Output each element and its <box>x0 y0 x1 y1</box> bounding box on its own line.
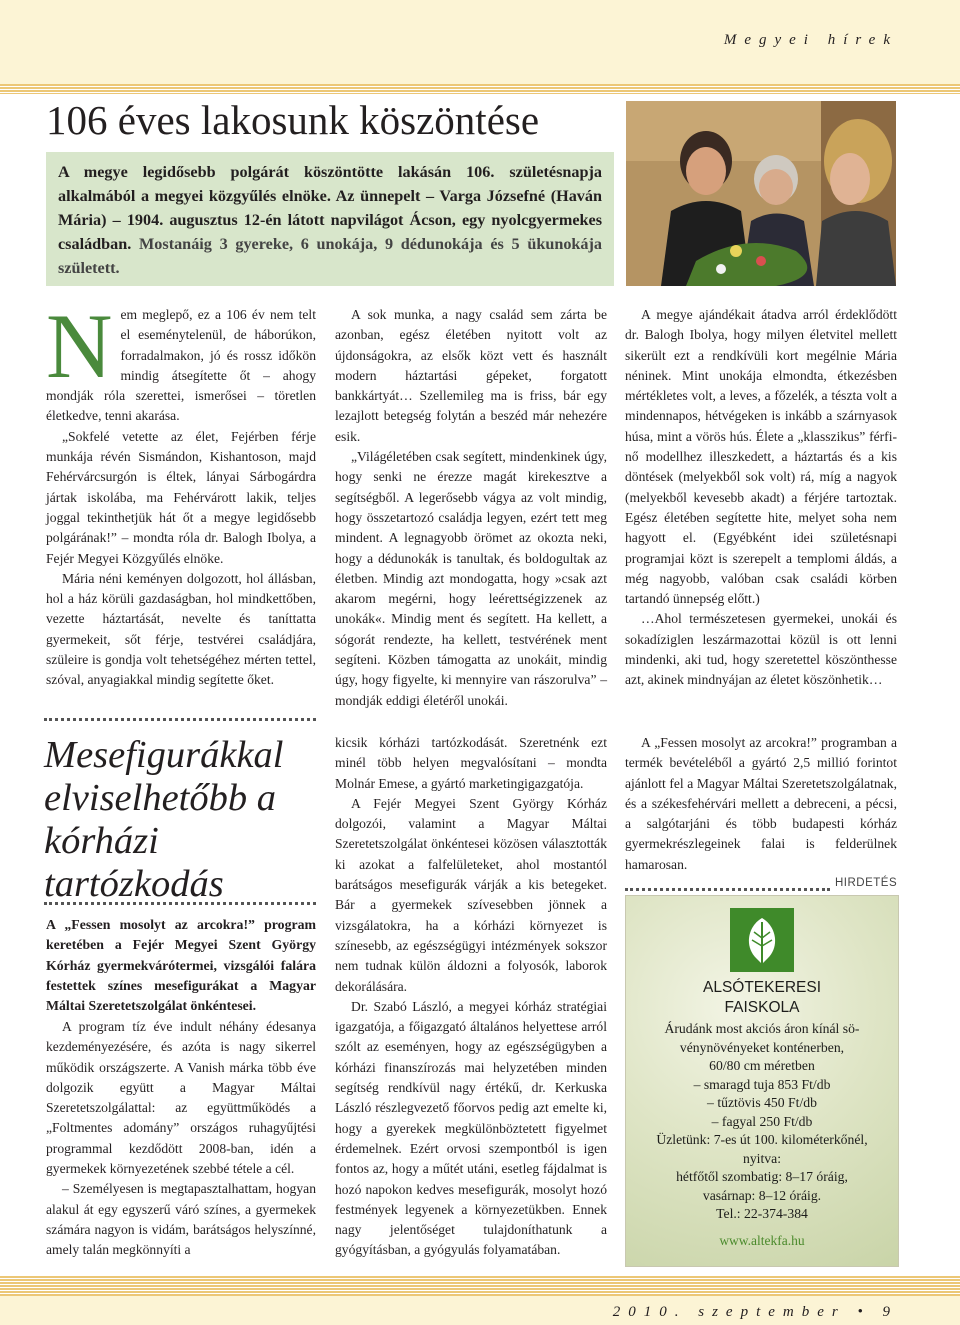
lead-text: A megye legidősebb polgárát köszöntötte lakásán 106. születésnapja alkalmából a megyei közgyűlés elnöke. Az ünnepelt – Varga Józsefné (Haván Mária) – 1904. augusztus 12-én látott napvilágot Ácson, egy nyolcgyermekes családban. <box>58 163 602 253</box>
article1-column-2 <box>335 305 607 711</box>
article-title: 106 éves lakosunk köszöntése <box>46 97 540 143</box>
paragraph: „Sokfelé vetette az élet, Fejérben férje munkája révén Sismándon, Kishantoson, majd Fehérvárcsurgón is éltek, lányai Sárbogárdra jártak iskolába, ma Fehérvárott lakik, teljes joggal tekinthetjük hát őt a megye legidősebb polgárának!” – mondta róla dr. Balogh Ibolya, a Fejér Megyei Közgyűlés elnöke. <box>46 428 316 566</box>
leaf-logo-icon <box>730 908 794 972</box>
paragraph: – Személyesen is megtapasztalhattam, hogyan alakul át egy egyszerű váró színes, a gyermekek számára nagyon is vidám, barátságos helyszínné, amely talán megkönnyíti a <box>46 1181 316 1258</box>
dotted-divider <box>44 718 316 725</box>
article2-title: Mesefigurákkal elviselhetőbb a kórházi tartózkodás <box>44 734 284 905</box>
advertisement <box>625 895 899 1267</box>
dotted-divider <box>44 902 316 909</box>
paragraph: A Fejér Megyei Szent György Kórház dolgozói, valamint a Magyar Máltai Szeretetszolgálat önkéntesei közösen választották ki azokat a falfelületeket, ahol mostantól barátságos mesefigurák várják a kis betegeket. Bár a gyermekek szívesebben jönnek a vizsgálatokra, ha a kórházi környezet is színesebb, az egészségügyi intézmények sokszor nem tudnak külön áldozni a folyosók, laborok dekorálására. <box>335 795 607 994</box>
ad-line: Üzletünk: 7-es út 100. kilométerkőnél, <box>656 1132 868 1147</box>
paragraph: Mária néni keményen dolgozott, hol állásban, hol a ház körüli gazdaságban, hol mindkettőben, vezette háztartását, nevelte és taníttatta gyermekeit, sőt férje, testvérei családjára, szüleire is gondja volt tehetségéhez mérten tettel, szóval, anyagiakkal mindig segítette őket. <box>46 570 316 688</box>
footer-stripes <box>0 1276 960 1296</box>
ad-line: nyitva: <box>742 1150 781 1166</box>
ad-title <box>626 978 898 1018</box>
issue-date: 2010. szeptember <box>612 1304 846 1320</box>
article1-column-3 <box>625 305 897 691</box>
ad-line: – fagyal 250 Ft/db <box>711 1113 813 1129</box>
paragraph: Dr. Szabó László, a megyei kórház stratégiai igazgatója, a főigazgató általános helyettese arról szólt az eseményen, hogy az egészségügyben a kórházi finanszírozás mai helyzetében minden segítség rendkívül nagy értékű, dr. Kerkuska László részlegvezető főorvos pedig azt emelte ki, hogy a gyerekek megkülönböztetett figyelmet érdemelnek. Ezért orvosi szempontból is igen fontos az, hogy a műtét utáni, esetleg fájdalmat is hozó napokon kedves mesefigurák, mosolyt hozó festmények legyenek a környezetükben. Ennek nagy jelentőséget tulajdoníthatunk a gyógyításban, a gyógyulás folyamatában. <box>335 998 607 1258</box>
article2-lead: A „Fessen mosolyt az arcokra!” program keretében a Fejér Megyei Szent György Kórház gyermekvárótermei, vizsgálói falára festettek színes mesefigurákat a Magyar Máltai Szeretetszolgálat önkéntesei. <box>46 917 316 1014</box>
paragraph: A sok munka, a nagy család sem zárta be azonban, egész életében nyitott volt az újdonságokra, az elsők közt vett és használt modern háztartási gépeket, forgatott bankkártyát… Szellemileg ma is friss, bár egy lezajlott betegség folytán a beszéd már nehezére esik. <box>335 307 607 444</box>
ad-line: vasárnap: 8–12 óráig. <box>702 1187 822 1203</box>
dotted-divider <box>625 888 830 895</box>
paragraph <box>46 295 316 427</box>
header-stripes <box>0 84 960 94</box>
ad-line: – smaragd tuja 853 Ft/db <box>693 1076 831 1092</box>
paragraph-text: em meglepő, ez a 106 év nem telt el eseménytelenül, de háborúkon, forradalmakon, jó és rossz időkön mindig átsegítette őt – ahogy mondják róla szerettei, ismerősei – töretlen életkedve, tenni akarása. <box>46 307 316 424</box>
ad-title-line: FAISKOLA <box>724 999 800 1016</box>
lead-text-2: Mostanáig 3 gyereke, 6 unokája, 9 dédunokája és 5 ükunokája született. <box>58 235 603 277</box>
paragraph: A program tíz éve indult néhány édesanya kezdeményezésére, és azóta is nagy sikerrel működik országszerte. A Vanish márka több éve dolgozik együtt a Magyar Máltai Szeretetszolgálattal: az együttműködés a „Foltmentes adomány” országos ruhagyűjtési programmal kezdődött 2008-ban, idén a gyermekek környezetének szebbé tétele a cél. <box>46 1019 316 1177</box>
drop-cap: N <box>46 295 113 397</box>
ad-text <box>626 1020 898 1224</box>
advert-label: HIRDETÉS <box>835 877 898 889</box>
article1-column-1 <box>46 295 316 691</box>
page-number: 9 <box>882 1304 898 1320</box>
ad-line: – tűztövis 450 Ft/db <box>707 1095 817 1110</box>
ad-line: 60/80 cm méretben <box>709 1058 815 1073</box>
ad-website-link[interactable]: www.altekfa.hu <box>719 1233 805 1248</box>
footer-page-info: 2010. szeptember • 9 <box>612 1304 898 1320</box>
paragraph: „Világéletében csak segített, mindenkinek úgy, hogy senki ne érezze magát kirekesztve a segítségből. A legerősebb vágya az volt mindig, hogy összetartozó családja legyen, ezért tett meg mindent. A legnagyobb örömet az okozta neki, hogy a dédunokák is tanultak, és boldogultak az életben. Mindig azt mondogatta, hogy »csak azt akarom megérni, hogy leérettségizzenek az unokák«. Mindig ment és segített. Ha kellett, a sógorát rendezte, ha kellett, testvérének ment segíteni. Közben támogatta az unokáit, mindig úgy, hogy figyelte, ki mennyire van rászorulva” – mondják eddigi életéről unokái. <box>335 449 607 708</box>
paragraph: …Ahol természetesen gyermekei, unokái és sokadíziglen leszármazottai közül is ott lenni mindenki, aki tud, hogy szeretettel köszönthesse azt, akinek mindnyájan az életet köszönhetik… <box>625 611 897 688</box>
article-photo <box>626 101 896 286</box>
article2-column-3 <box>625 733 897 875</box>
ad-line: vénynövényeket konténerben, <box>679 1039 845 1055</box>
ad-line: Árudánk most akciós áron kínál sö- <box>664 1021 860 1036</box>
ad-title-line: ALSÓTEKERESI <box>702 979 821 996</box>
paragraph: kicsik kórházi tartózkodását. Szeretnénk ezt minél több helyen megvalósítani – mondta Molnár Emese, a gyártó marketingigazgatója. <box>335 735 607 791</box>
ad-line: hétfőtől szombatig: 8–17 óráig, <box>676 1169 848 1184</box>
article-lead <box>46 152 614 286</box>
paragraph: A megye ajándékait átadva arról érdeklődött dr. Balogh Ibolya, hogy milyen életvitel mellett sikerült ezt a rendkívüli kort megélnie Mária néninek. Mint unokája elmondta, étkezésben mértékletes volt, a leves, a főzelék, a tészta volt a mindennapos, hétvégeken is inkább a szárnyasok húsa, mint a vörös hús. Élete a „klasszikus” férfi-nő modellhez illeszkedett, a háztartás és a kis döntések (melyekből sok volt) rá, míg a nagyok (melyekből kevesebb akadt) a férjére tartoztak. Egész életében segítette hite, melyet soha nem hagyott el. (Egyébként idei születésnapi programjai közt is szerepelt a templomi áldás, a még nagyobb, valóban csak családi körben tartandó ünnepség előtt.) <box>625 307 897 607</box>
paragraph: A „Fessen mosolyt az arcokra!” programban a termék bevételéből a gyártó 2,5 millió forintot ajánlott fel a Magyar Máltai Szeretetszolgálatnak, és a székesfehérvári mellett a debreceni, a pécsi, a salgótarjáni és több budapesti kórház gyermekrészlegeinek falai is felderülnek hamarosan. <box>625 735 897 872</box>
section-label: Megyei hírek <box>723 32 898 48</box>
photo-illustration <box>626 101 896 286</box>
article2-column-1 <box>46 1017 316 1261</box>
ad-line: Tel.: 22-374-384 <box>716 1206 808 1221</box>
article2-column-2 <box>335 733 607 1261</box>
